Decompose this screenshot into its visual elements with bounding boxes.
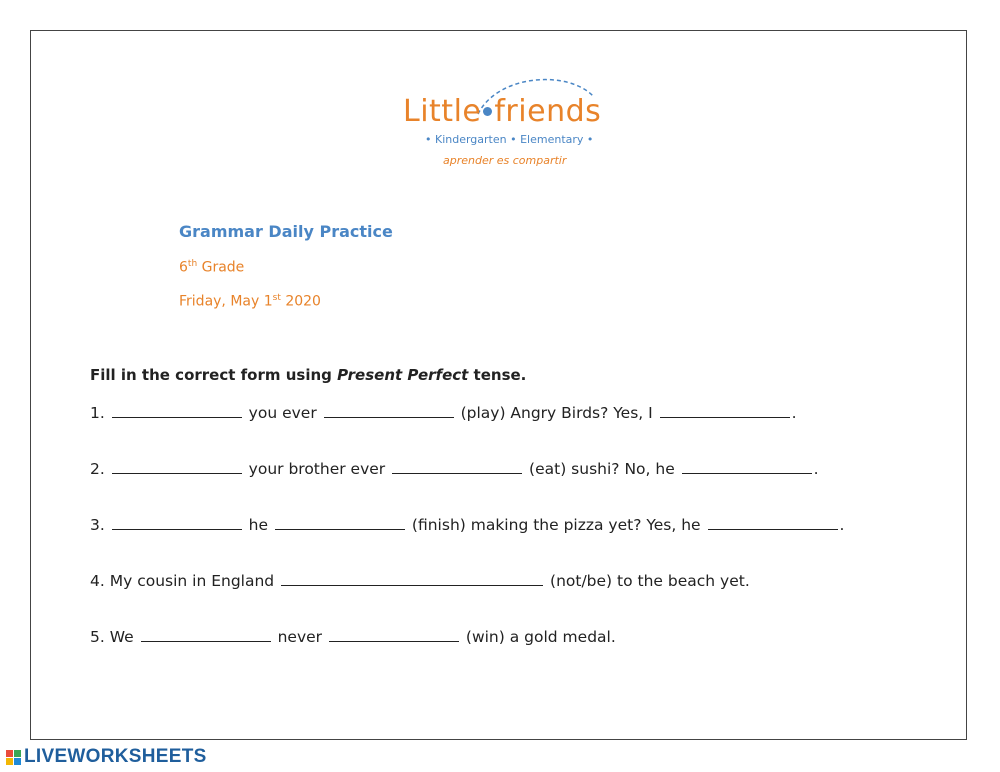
question-number: 4. [90, 572, 105, 590]
instruction-text [90, 366, 526, 384]
answer-blank-5a[interactable] [141, 627, 271, 642]
question-number: 3. [90, 516, 105, 534]
question-1 [90, 403, 797, 422]
logo-square-red [6, 750, 13, 757]
question-text: you ever [248, 404, 317, 422]
answer-blank-1b[interactable] [324, 403, 454, 418]
answer-blank-3a[interactable] [112, 515, 242, 530]
date-ordinal: st [272, 293, 281, 303]
question-text: he [248, 516, 269, 534]
answer-blank-5b[interactable] [329, 627, 459, 642]
date-main: Friday, May 1 [179, 293, 273, 310]
grade-number: 6 [179, 259, 188, 276]
answer-blank-3c[interactable] [708, 515, 838, 530]
question-punctuation: . [791, 404, 797, 422]
question-text: (not/be) to the beach yet. [550, 572, 750, 590]
grade-ordinal: th [187, 259, 198, 269]
logo-word-friends: friends [494, 94, 602, 129]
instruction-before: Fill in the correct form using [90, 366, 332, 384]
logo-tagline: aprender es compartir [443, 154, 567, 167]
logo-square-blue [14, 758, 21, 765]
instruction-after: tense. [473, 366, 527, 384]
answer-blank-2b[interactable] [392, 459, 522, 474]
question-text: My cousin in England [109, 572, 275, 590]
question-number: 1. [90, 404, 105, 422]
worksheet-page [30, 30, 967, 740]
question-text: We [109, 628, 134, 646]
answer-blank-2c[interactable] [682, 459, 812, 474]
logo-wordmark [403, 94, 601, 129]
liveworksheets-brand: LIVEWORKSHEETS [24, 746, 207, 767]
question-number: 5. [90, 628, 105, 646]
question-text: your brother ever [248, 460, 386, 478]
worksheet-date [179, 293, 321, 310]
question-text: never [277, 628, 323, 646]
logo-square-yellow [6, 758, 13, 765]
logo-word-little: Little [403, 94, 482, 129]
worksheet-title: Grammar Daily Practice [179, 222, 393, 241]
answer-blank-2a[interactable] [112, 459, 242, 474]
answer-blank-4a[interactable] [281, 571, 543, 586]
answer-blank-1a[interactable] [112, 403, 242, 418]
answer-blank-3b[interactable] [275, 515, 405, 530]
question-4 [90, 571, 750, 590]
answer-blank-1c[interactable] [660, 403, 790, 418]
logo-square-green [14, 750, 21, 757]
grade-word: Grade [201, 259, 245, 276]
question-text: (win) a gold medal. [465, 628, 616, 646]
liveworksheets-logo-icon [6, 750, 21, 765]
question-text: (play) Angry Birds? Yes, I [460, 404, 653, 422]
liveworksheets-footer[interactable] [6, 746, 207, 768]
question-punctuation: . [839, 516, 845, 534]
question-punctuation: . [813, 460, 819, 478]
question-2 [90, 459, 819, 478]
logo-subtitle: • Kindergarten • Elementary • [425, 133, 594, 146]
instruction-emphasis: Present Perfect [337, 366, 469, 384]
question-text: (finish) making the pizza yet? Yes, he [411, 516, 701, 534]
school-logo [403, 76, 633, 201]
grade-label [179, 259, 244, 276]
date-year: 2020 [285, 293, 321, 310]
question-number: 2. [90, 460, 105, 478]
question-3 [90, 515, 844, 534]
logo-dot-icon [483, 107, 492, 116]
question-text: (eat) sushi? No, he [529, 460, 675, 478]
question-5 [90, 627, 616, 646]
